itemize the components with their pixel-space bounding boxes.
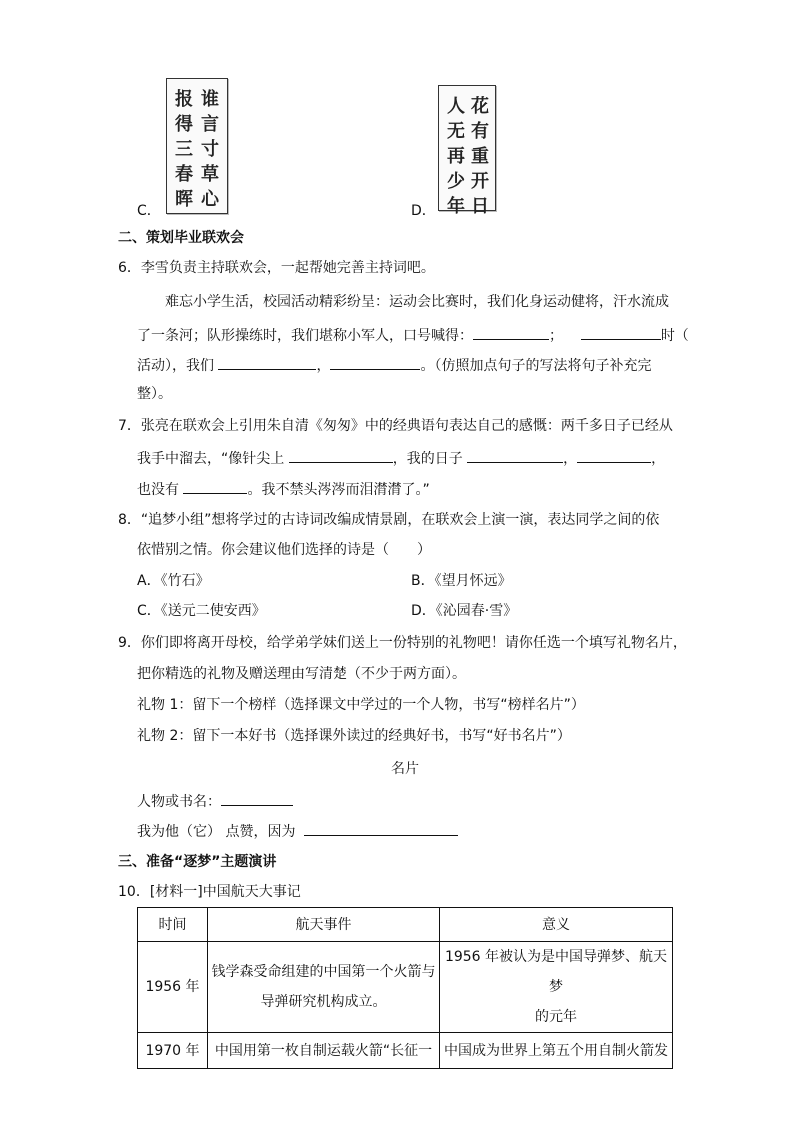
answer-blank[interactable] [581,324,661,340]
calligraphy-column-right: 谁言寸草心 [201,89,219,210]
q9-gift-2: 礼物 2：留下一本好书（选择课外读过的经典好书，书写“好书名片”） [137,728,571,744]
table-header-row [138,908,673,942]
aerospace-events-table [137,907,673,1069]
answer-blank[interactable] [467,447,563,463]
q6-passage-line: 整）。 [137,386,172,402]
cell-time: 1970 年 [138,1033,208,1069]
answer-blank[interactable] [330,354,420,370]
q8-option-b[interactable]: B．《望月怀远》 [411,573,512,589]
q8-option-a[interactable]: A．《竹石》 [137,573,210,589]
cell-event: 中国用第一枚自制运载火箭“长征一 [208,1033,440,1069]
name-answer-blank[interactable] [221,790,293,806]
cell-event: 钱学森受命组建的中国第一个火箭与 导弹研究机构成立。 [208,942,440,1033]
option-c-label: C． [137,203,161,219]
q8-option-c[interactable]: C．《送元二使安西》 [137,603,266,619]
cell-meaning: 中国成为世界上第五个用自制火箭发 [440,1033,673,1069]
q7-stem: 7．张亮在联欢会上引用朱自清《匆匆》中的经典语句表达自己的感慨：两千多日子已经从 [118,418,673,434]
q9-reason-line: 我为他（它） 点赞，因为 [137,820,458,842]
answer-blank[interactable] [183,478,247,494]
q6-passage-line: 活动），我们 ， 。（仿照加点句子的写法将句子补充完 [137,354,651,376]
answer-blank[interactable] [289,447,393,463]
q6-passage-line: 难忘小学生活，校园活动精彩纷呈：运动会比赛时，我们化身运动健将，汗水流成 [165,294,669,310]
header-time: 时间 [138,908,208,942]
q9-stem: 把你精选的礼物及赠送理由写清楚（不少于两方面）。 [137,666,466,682]
header-meaning: 意义 [440,908,673,942]
answer-blank[interactable] [218,354,316,370]
option-d-calligraphy-image [438,85,496,217]
reason-answer-blank[interactable] [304,820,458,836]
table-row [138,942,673,1033]
q8-option-d[interactable]: D．《沁园春·雪》 [411,603,518,619]
q8-stem: 8．“追梦小组”想将学过的古诗词改编成情景剧，在联欢会上演一演，表达同学之间的依 [118,512,660,528]
option-d-label: D． [411,203,436,219]
section-heading: 二、策划毕业联欢会 [118,230,244,246]
calligraphy-column-left: 报得三春晖 [175,89,193,210]
cell-time: 1956 年 [138,942,208,1033]
q9-stem: 9．你们即将离开母校，给学弟学妹们送上一份特别的礼物吧！请你任选一个填写礼物名片， [118,635,687,651]
header-event: 航天事件 [208,908,440,942]
answer-blank[interactable] [473,324,549,340]
q8-stem: 依惜别之情。你会建议他们选择的诗是（ ） [137,542,431,558]
table-row [138,1033,673,1069]
q7-line: 我手中溜去，“像针尖上 ，我的日子 ， ， [137,447,665,469]
option-c-calligraphy-image [166,78,228,214]
calligraphy-column-left: 人无再少年 [447,96,465,217]
q6-stem: 6．李雪负责主持联欢会，一起帮她完善主持词吧。 [118,260,435,276]
q6-passage-line: 了一条河；队形操练时，我们堪称小军人，口号喊得： ； 时（ [137,324,689,346]
q10-title: 10．[材料一]中国航天大事记 [118,884,301,900]
q9-name-line: 人物或书名： [137,790,293,812]
section-heading: 三、准备“逐梦”主题演讲 [118,854,277,870]
calligraphy-column-right: 花有重开日 [471,96,489,217]
answer-blank[interactable] [577,447,651,463]
q9-gift-1: 礼物 1：留下一个榜样（选择课文中学过的一个人物，书写“榜样名片”） [137,697,585,713]
q7-line: 也没有 。我不禁头涔涔而泪潸潸了。” [137,478,430,500]
q9-card-title: 名片 [391,761,419,777]
cell-meaning: 1956 年被认为是中国导弹梦、航天梦 的元年 [440,942,673,1033]
